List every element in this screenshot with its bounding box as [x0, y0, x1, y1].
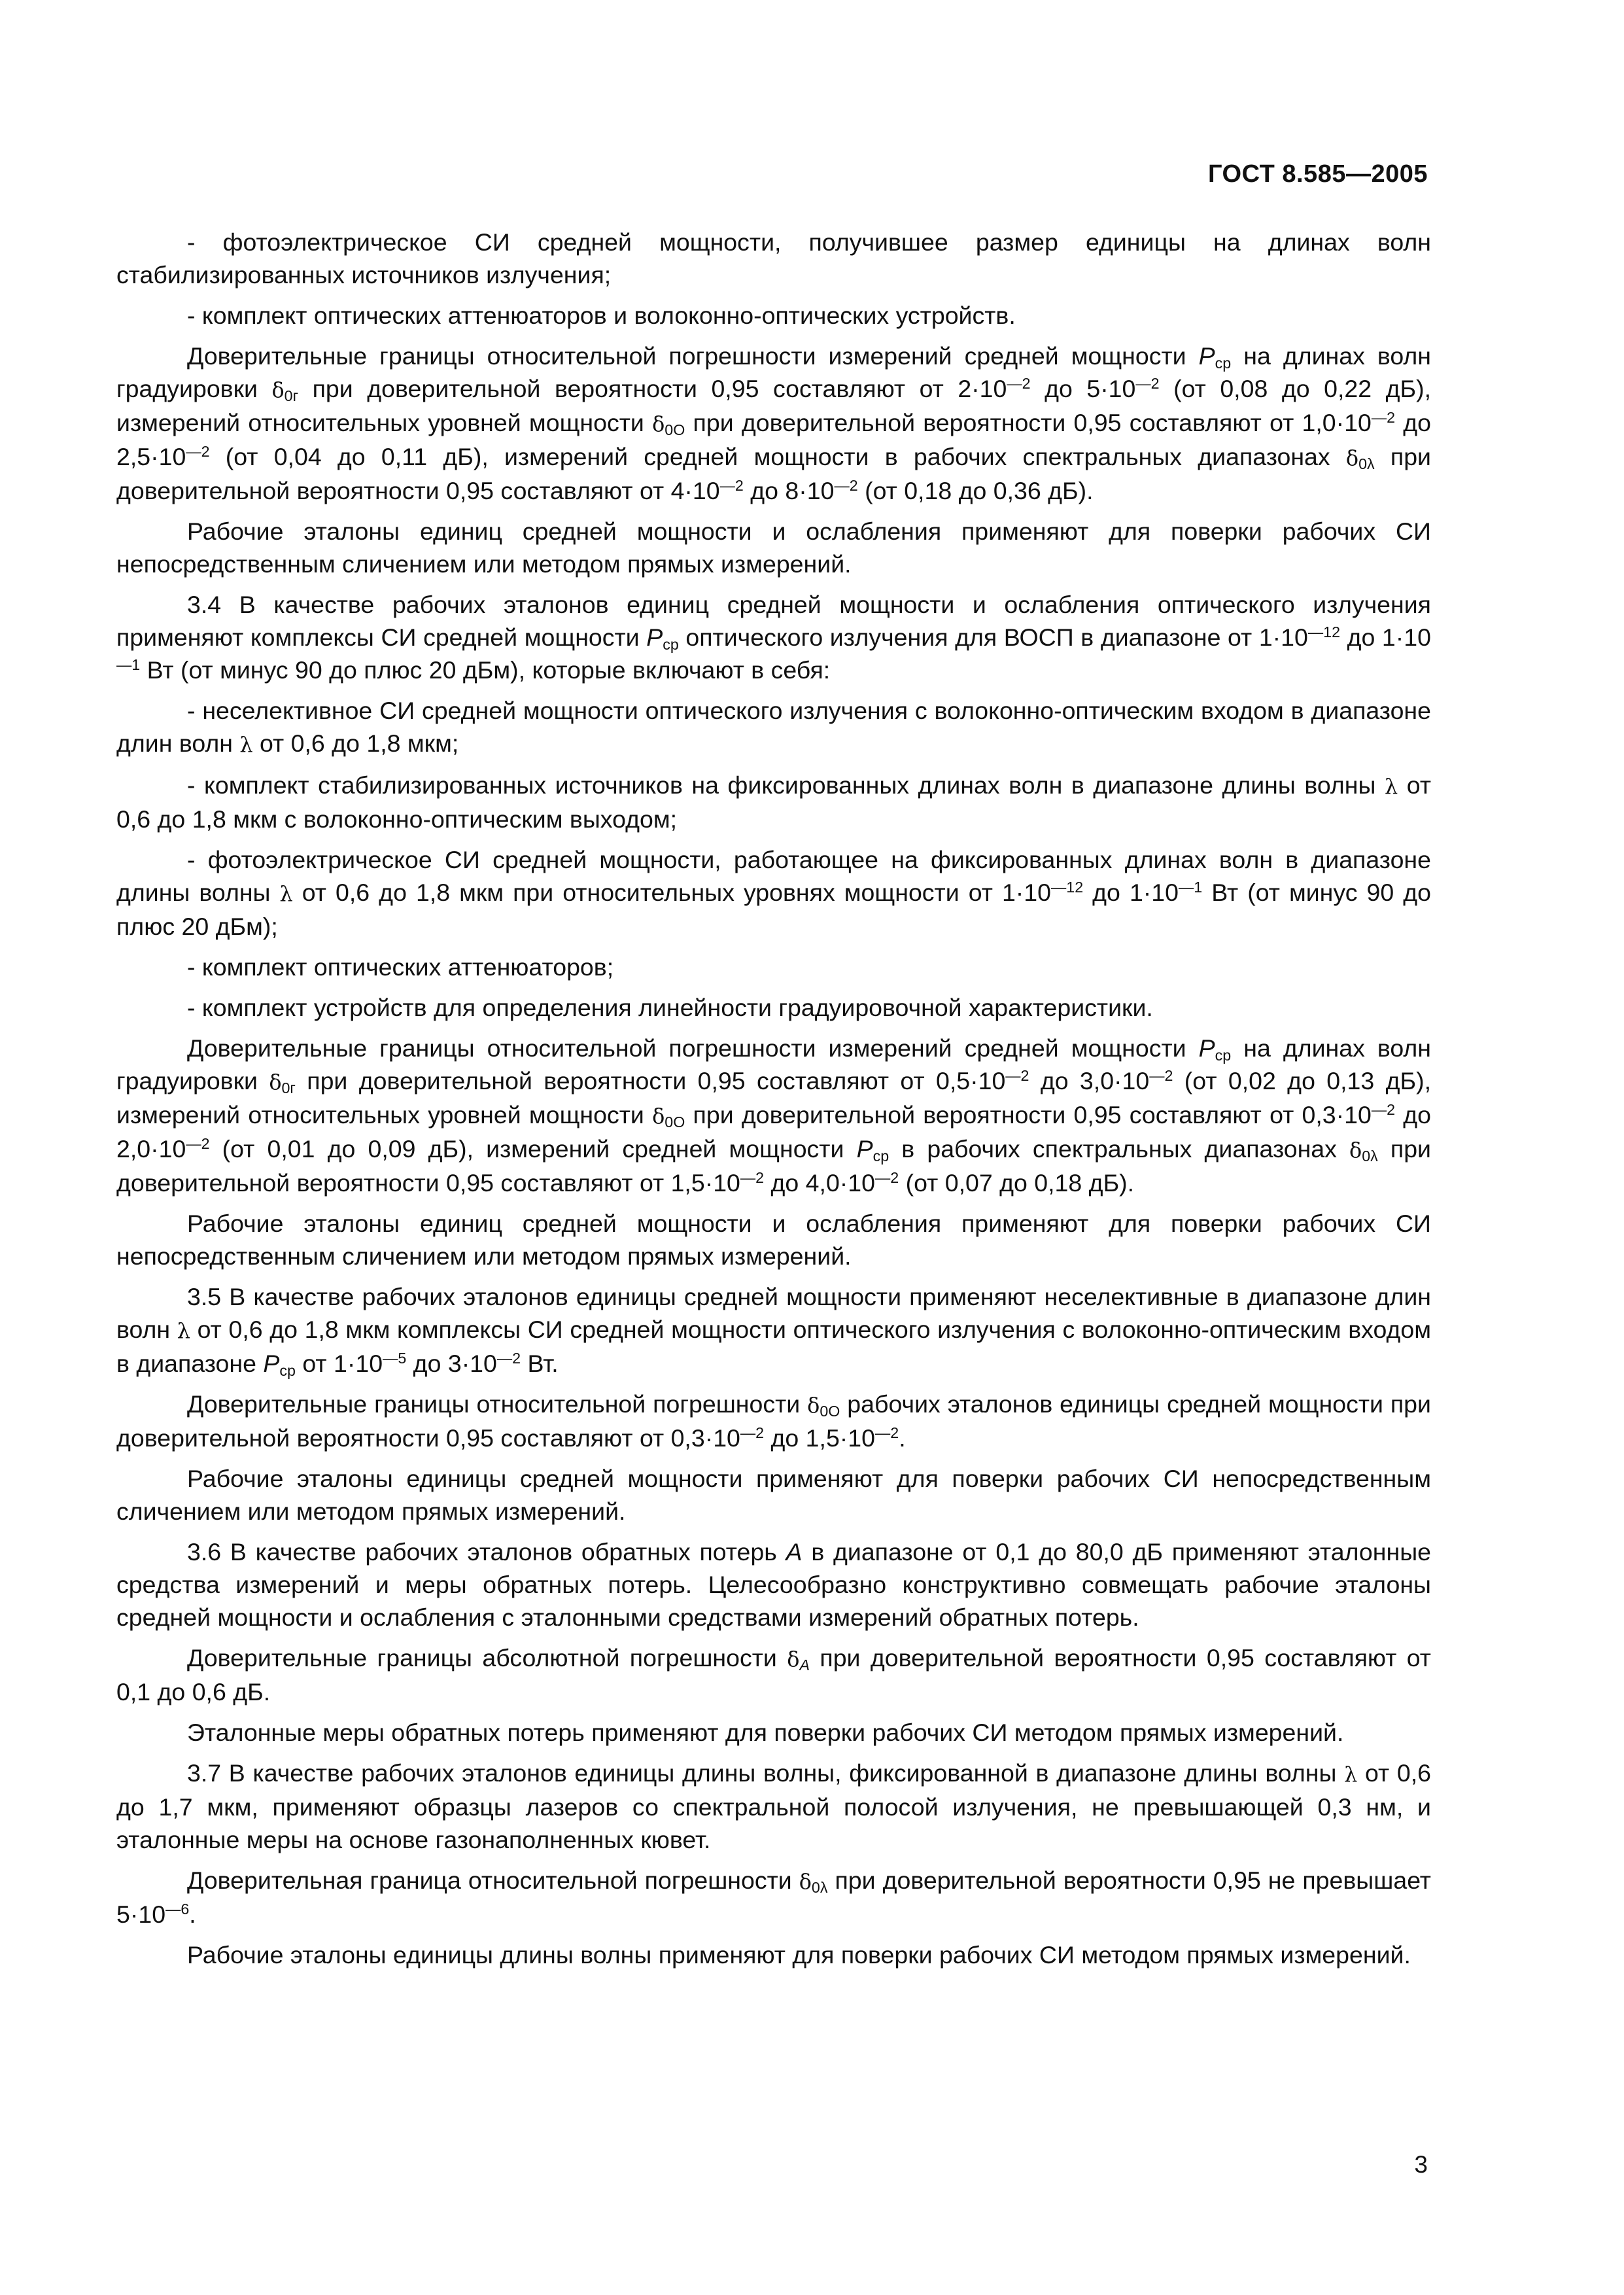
paragraph: - комплект устройств для определения линейности градуировочной характеристики.: [187, 994, 1153, 1021]
paragraph: Рабочие эталоны единиц средней мощности и ослабления применяют для поверки рабочих СИ непосредственным сличением или методом прямых измерений.: [116, 517, 1431, 578]
paragraph: Доверительные границы абсолютной погрешности $\delta_A$ при доверительной вероятности 0,95 составляют от 0,1 до 0,6 дБ.: [116, 1644, 1431, 1706]
page-number: 3: [1414, 2151, 1428, 2178]
paragraph: Эталонные меры обратных потерь применяют для поверки рабочих СИ методом прямых измерений.: [187, 1719, 1344, 1746]
paragraph: - комплект оптических аттенюаторов и волоконно-оптических устройств.: [187, 302, 1016, 329]
paragraph: Рабочие эталоны единицы длины волны применяют для поверки рабочих СИ методом прямых измерений.: [187, 1941, 1411, 1969]
paragraph: 3.4 В качестве рабочих эталонов единиц средней мощности и ослабления оптического излучения применяют комплексы СИ средней мощности $P_{ср}$ оптического излучения для ВОСП в диапазоне от $1\cdot 10^{—12}$ до $1\cdot 10^{—1}$ Вт (от минус 90 до плюс 20 дБм), которые включают в себя:: [116, 591, 1431, 684]
paragraph: Доверительные границы относительной погрешности измерений средней мощности $P_{ср}$ на длинах волн градуировки $\delta_{0г}$ при доверительной вероятности 0,95 составляют от $0,5\cdot 10^{—2}$ до $3,0\cdot 10^{—2}$ (от 0,02 до 0,13 дБ), измерений относительных уровней мощности $\delta_{0О}$ при доверительной вероятности 0,95 составляют от $0,3\cdot 10^{—2}$ до $2,0\cdot 10^{—2}$ (от 0,01 до 0,09 дБ), измерений средней мощности $P_{ср}$ в рабочих спектральных диапазонах $\delta_{0\lambda}$ при доверительной вероятности 0,95 составляют от $1,5\cdot 10^{—2}$ до $4,0\cdot 10^{—2}$ (от 0,07 до 0,18 дБ).: [116, 1034, 1432, 1197]
paragraph: 3.7 В качестве рабочих эталонов единицы длины волны, фиксированной в диапазоне длины волны λ от 0,6 до 1,7 мкм, применяют образцы лазеров со спектральной полосой излучения, не превышающей 0,3 нм, и эталонные меры на основе газонаполненных кювет.: [116, 1759, 1431, 1853]
paragraph: 3.5 В качестве рабочих эталонов единицы средней мощности применяют неселективные в диапазоне длин волн λ от 0,6 до 1,8 мкм комплексы СИ средней мощности оптического излучения с волоконно-оптическим входом в диапазоне $P_{ср}$ от $1\cdot 10^{—5}$ до $3\cdot 10^{—2}$ Вт.: [116, 1283, 1432, 1379]
paragraph: Рабочие эталоны единицы средней мощности применяют для поверки рабочих СИ непосредственным сличением или методом прямых измерений.: [116, 1465, 1431, 1525]
paragraph: Доверительные границы относительной погрешности $\delta_{0О}$ рабочих эталонов единицы средней мощности при доверительной вероятности 0,95 составляют от $0,3\cdot 10^{—2}$ до $1,5\cdot 10^{—2}$.: [116, 1390, 1431, 1452]
paragraph: - комплект оптических аттенюаторов;: [187, 953, 614, 981]
document-header: ГОСТ 8.585—2005: [1208, 160, 1428, 188]
paragraph: - фотоэлектрическое СИ средней мощности, получившее размер единицы на длинах волн стабилизированных источников излучения;: [116, 228, 1431, 289]
paragraph: Доверительные границы относительной погрешности измерений средней мощности $P_{ср}$ на длинах волн градуировки $\delta_{0г}$ при доверительной вероятности 0,95 составляют от $2\cdot 10^{—2}$ до $5\cdot 10^{—2}$ (от 0,08 до 0,22 дБ), измерений относительных уровней мощности $\delta_{0О}$ при доверительной вероятности 0,95 составляют от $1,0\cdot 10^{—2}$ до $2,5\cdot 10^{—2}$ (от 0,04 до 0,11 дБ), измерений средней мощности в рабочих спектральных диапазонах $\delta_{0\lambda}$ при доверительной вероятности 0,95 составляют от $4\cdot 10^{—2}$ до $8\cdot 10^{—2}$ (от 0,18 до 0,36 дБ).: [116, 342, 1432, 504]
paragraph: Рабочие эталоны единиц средней мощности и ослабления применяют для поверки рабочих СИ непосредственным сличением или методом прямых измерений.: [116, 1210, 1431, 1270]
paragraph: - комплект стабилизированных источников на фиксированных длинах волн в диапазоне длины волны λ от 0,6 до 1,8 мкм с волоконно-оптическим выходом;: [116, 771, 1431, 833]
paragraph: - неселективное СИ средней мощности оптического излучения с волоконно-оптическим входом в диапазоне длин волн λ от 0,6 до 1,8 мкм;: [116, 697, 1431, 757]
document-body: [116, 226, 1431, 1979]
paragraph: Доверительная граница относительной погрешности $\delta_{0\lambda}$ при доверительной вероятности 0,95 не превышает $5\cdot 10^{—6}$.: [116, 1866, 1431, 1928]
paragraph: - фотоэлектрическое СИ средней мощности, работающее на фиксированных длинах волн в диапазоне длины волны λ от 0,6 до 1,8 мкм при относительных уровнях мощности от $1\cdot 10^{—12}$ до $1\cdot 10^{—1}$ Вт (от минус 90 до плюс 20 дБм);: [116, 846, 1431, 940]
paragraph: 3.6 В качестве рабочих эталонов обратных потерь A в диапазоне от 0,1 до 80,0 дБ применяют эталонные средства измерений и меры обратных потерь. Целесообразно конструктивно совмещать рабочие эталоны средней мощности и ослабления с эталонными средствами измерений обратных потерь.: [116, 1538, 1431, 1631]
